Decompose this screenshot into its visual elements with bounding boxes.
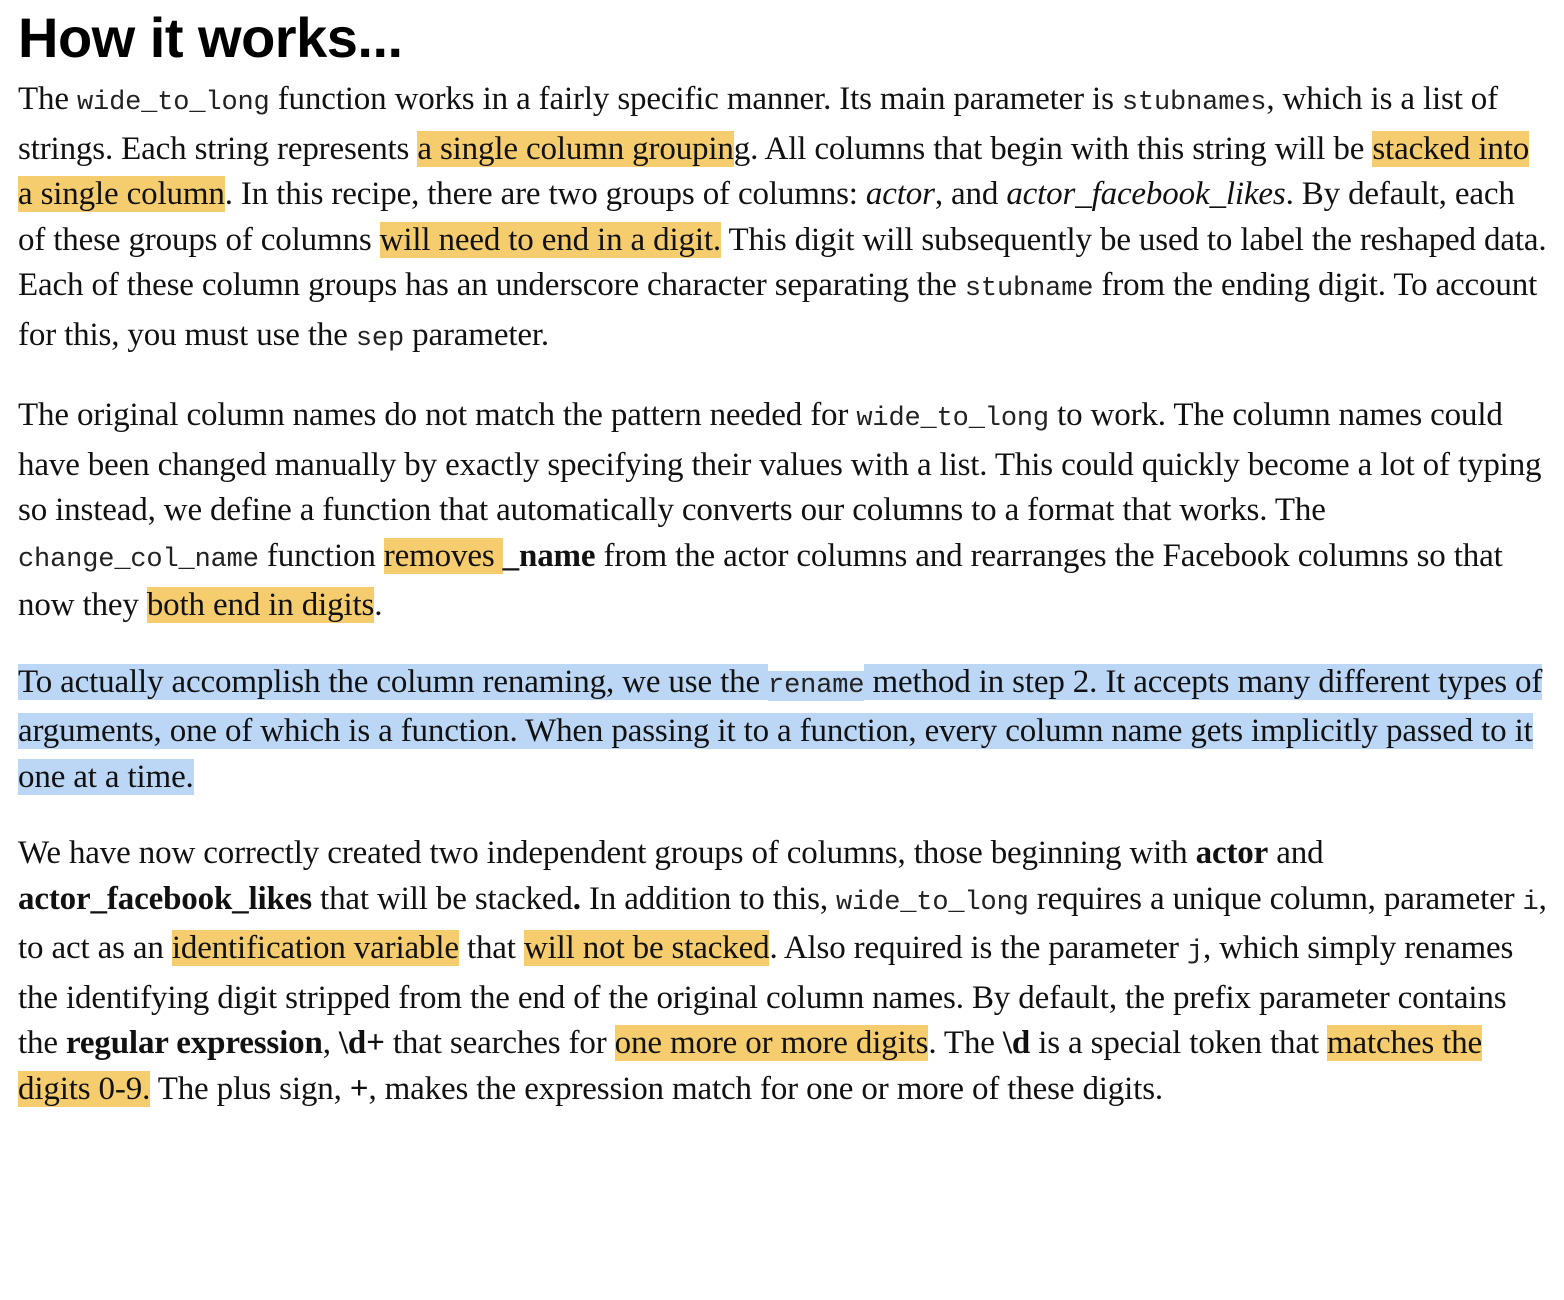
highlighted-text: will need to end in a digit. [379,221,721,258]
highlighted-text: will not be stacked [523,930,770,966]
bold-text: actor [1195,835,1269,871]
text-run: , [322,1025,339,1061]
paragraph-1 [18,77,1548,362]
highlighted-text: identification variable [171,930,459,966]
highlighted-text: one more or more digits [614,1025,929,1061]
text-run: function works in a fairly specific manner. Its main parameter is [269,81,1122,117]
text-run: , to act as an [18,880,1547,966]
text-run: . In this recipe, there are two groups of columns: [224,176,866,212]
text-run: that will be stacked [311,880,573,917]
inline-code: sep [355,323,405,354]
text-run: that [458,930,524,966]
inline-code: stubnames [1121,88,1267,118]
text-run: This digit will subsequently be used to label the reshaped data. Each of these column groups has an underscore character separating the [18,221,1547,303]
document-page [18,0,1548,1112]
text-run: , makes the expression match for one or more of these digits. [368,1070,1163,1107]
inline-code: j [1186,937,1204,967]
text-run: We have now correctly created two independent groups of columns, those beginning with [18,835,1196,871]
text-run: g. All columns that begin with this string will be [733,130,1373,167]
inline-code: rename [768,670,865,701]
body-text [18,77,1548,1112]
text-run: . By default, each of these groups of columns [18,176,1515,258]
text-run: , which is a list of strings. Each string represents [18,81,1499,167]
highlighted-text: both end in digits [146,587,375,623]
bold-text: . [572,880,581,917]
text-run: from the actor columns and rearranges the Facebook columns so that now they [18,537,1503,623]
text-run: and [1268,835,1324,871]
text-run: that searches for [384,1025,615,1061]
text-run: . Also required is the parameter [769,930,1187,966]
text-run: to work. The column names could have been changed manually by exactly specifying their values with a list. This could quickly become a lot of typing so instead, we define a function that automatically converts our columns to a format that works. The [18,397,1542,528]
bold-text: _name [502,537,596,574]
highlighted-text: stacked into a single column [18,130,1530,212]
inline-code: stubname [964,274,1094,304]
text-run: is a special token that [1030,1025,1327,1061]
text-run: , and [934,176,1007,212]
inline-code: wide_to_long [836,887,1029,918]
paragraph-2 [18,393,1548,629]
text-run: function [258,537,384,574]
text-run: requires a unique column, parameter [1028,880,1523,917]
bold-text: + [349,1070,369,1107]
highlighted-text: matches the digits 0-9. [18,1025,1482,1107]
text-run: . [374,587,383,623]
text-run: The plus sign, [150,1070,350,1107]
selected-text: method in step 2. It accepts many different types of arguments, one of which is a function. When passing it to a function, every column name gets implicitly passed to it one at a time. [18,663,1543,795]
inline-code: wide_to_long [76,88,270,118]
bold-text: regular expression [65,1025,323,1061]
text-run: parameter. [404,316,549,353]
paragraph-4 [18,831,1548,1112]
text-run: from the ending digit. To account for this, you must use the [18,267,1538,353]
highlighted-text: removes [383,537,503,574]
selected-text: To actually accomplish the column renaming, we use the [18,663,769,700]
text-run: In addition to this, [580,880,837,917]
inline-code: change_col_name [18,544,259,575]
text-run: . The [928,1025,1003,1061]
text-run: , which simply renames the identifying digit stripped from the end of the original column names. By default, the prefix parameter contains the [18,930,1514,1061]
italic-text: actor [865,176,935,212]
text-run: The [18,81,77,117]
section-heading: How it works... [18,6,403,69]
inline-code: wide_to_long [856,404,1049,434]
highlighted-text: a single column groupin [417,130,734,167]
bold-text: \d+ [338,1025,385,1061]
italic-text: actor_facebook_likes [1006,176,1286,212]
bold-text: actor_facebook_likes [18,880,312,917]
bold-text: \d [1002,1025,1031,1061]
paragraph-3 [18,660,1548,801]
inline-code: i [1522,887,1539,918]
text-run: The original column names do not match the pattern needed for [18,397,857,433]
